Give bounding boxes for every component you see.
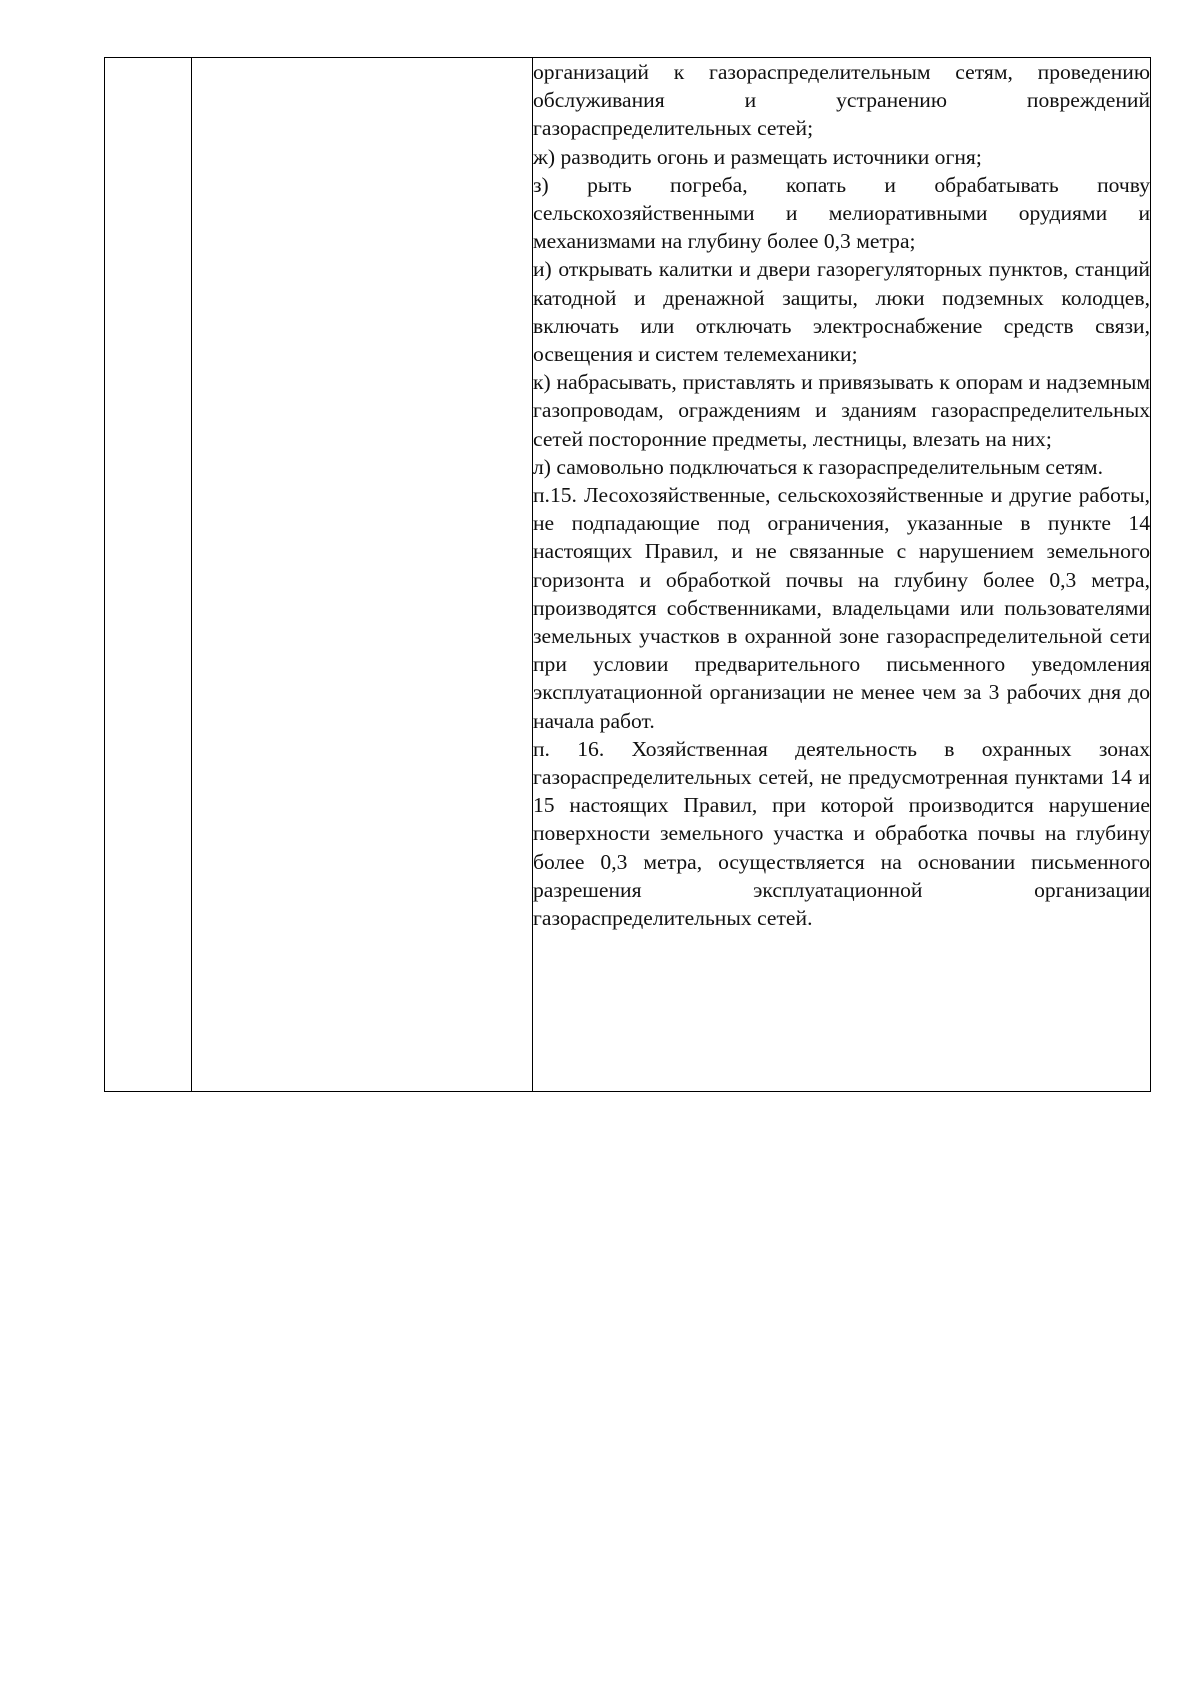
table-cell-text [533, 58, 1151, 1092]
table-cell-number [105, 58, 192, 1092]
paragraph: л) самовольно подключаться к газораспределительным сетям. [533, 454, 1103, 479]
table-cell-name [192, 58, 533, 1092]
paragraph: п.15. Лесохозяйственные, сельскохозяйственные и другие работы, не подпадающие под ограничения, указанные в пункте 14 настоящих Правил, и не связанные с нарушением земельного горизонта и обработкой почвы на глубину более 0,3 метра, производятся собственниками, владельцами или пользователями земельных участков в охранной зоне газораспределительной сети при условии предварительного письменного уведомления эксплуатационной организации не менее чем за 3 рабочих дня до начала работ. [533, 483, 1150, 733]
paragraph: з) рыть погреба, копать и обрабатывать почву сельскохозяйственными и мелиоративными орудиями и механизмами на глубину более 0,3 метра; [533, 172, 1150, 254]
paragraph: организаций к газораспределительным сетям, проведению обслуживания и устранению повреждений газораспределительных сетей; [533, 60, 1150, 141]
paragraph: и) открывать калитки и двери газорегуляторных пунктов, станций катодной и дренажной защиты, люки подземных колодцев, включать или отключать электроснабжение средств связи, освещения и систем телемеханики; [533, 257, 1150, 367]
document-table [104, 57, 1151, 1092]
paragraph: к) набрасывать, приставлять и привязывать к опорам и надземным газопроводам, ограждениям и зданиям газораспределительных сетей посторонние предметы, лестницы, влезать на них; [533, 370, 1150, 451]
table-row [105, 58, 1151, 1092]
text-block [533, 58, 1150, 932]
paragraph: п. 16. Хозяйственная деятельность в охранных зонах газораспределительных сетей, не предусмотренная пунктами 14 и 15 настоящих Правил, при которой производится нарушение поверхности земельного участка и обработка почвы на глубину более 0,3 метра, осуществляется на основании письменного разрешения эксплуатационной организации газораспределительных сетей. [533, 736, 1150, 931]
paragraph: ж) разводить огонь и размещать источники огня; [533, 144, 982, 169]
